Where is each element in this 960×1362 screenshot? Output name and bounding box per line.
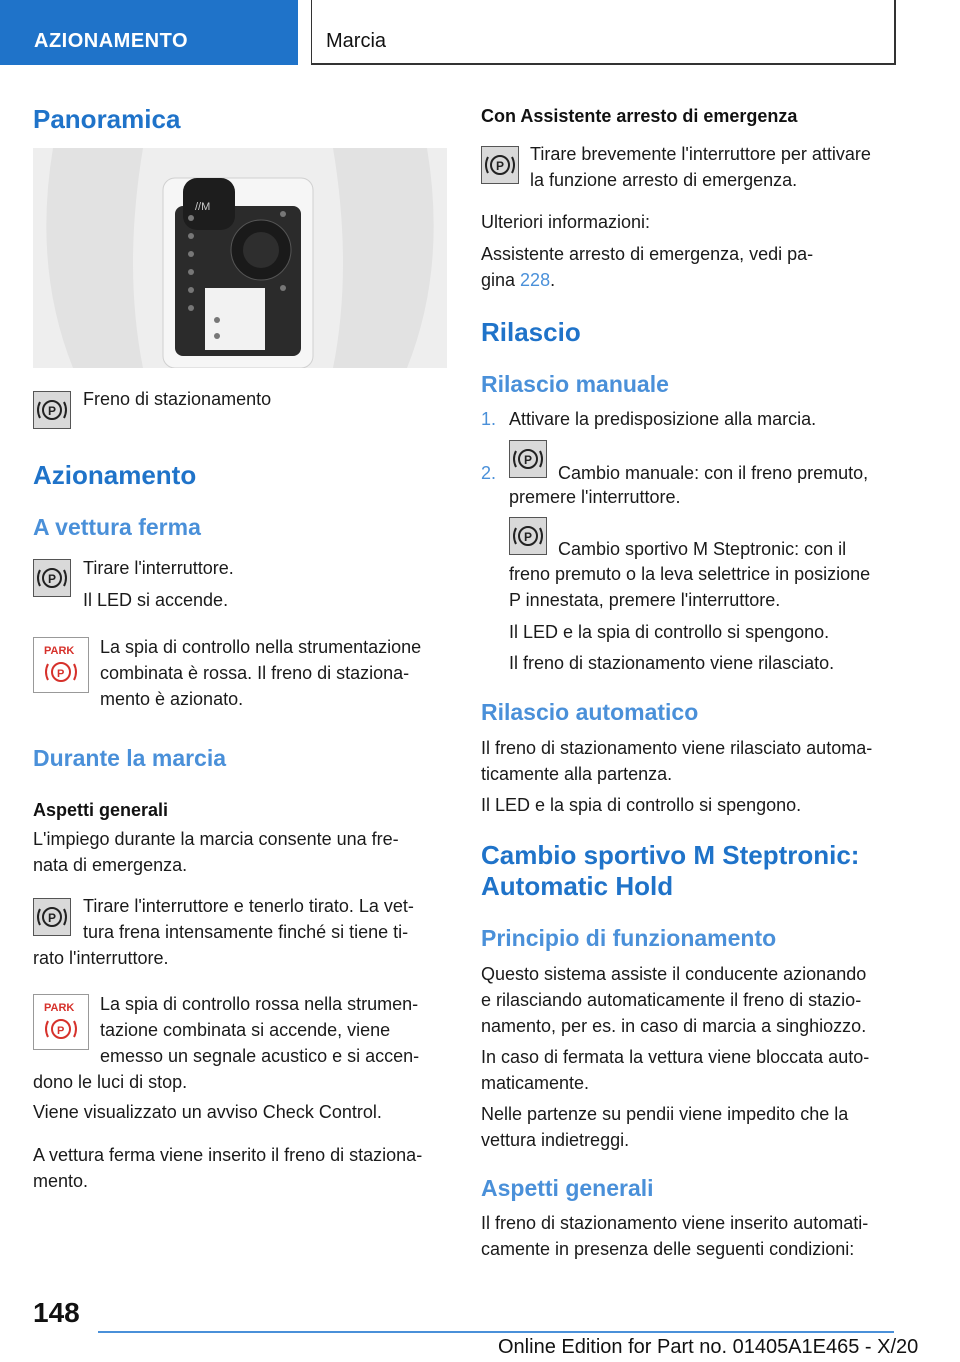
emergency-heading: Con Assistente arresto di emergenza <box>481 106 798 126</box>
hold-text-line-3: rato l'interruttore. <box>33 948 169 968</box>
section-tab <box>0 0 298 65</box>
park-text-2-line-2: tazione combinata si accende, viene <box>100 1020 391 1040</box>
title-release: Rilascio <box>481 317 581 347</box>
parking-brake-switch-icon <box>33 559 71 597</box>
svg-text:P: P <box>57 668 65 680</box>
svg-text:P: P <box>524 453 533 467</box>
emergency-text-line-1: Tirare brevemente l'interruttore per attivare <box>530 144 871 164</box>
subtitle-driving: Durante la marcia <box>33 745 227 771</box>
footer-rule <box>98 1331 894 1333</box>
stop-text-line-2: maticamente. <box>481 1073 590 1093</box>
step-1-text: Attivare la predisposizione alla marcia. <box>509 409 817 429</box>
step-2-text-line-1: Cambio manuale: con il freno premuto, <box>558 463 869 483</box>
principle-text-line-1: Questo sistema assiste il conducente azionando <box>481 964 867 984</box>
step-2-released: Il freno di stazionamento viene rilasciato. <box>509 653 835 673</box>
principle-text-line-2: e rilasciando automaticamente il freno di stazio- <box>481 990 862 1010</box>
park-warning-lamp-icon <box>33 994 89 1050</box>
center-console-photo <box>33 148 447 368</box>
step-2-sport-line-1: Cambio sportivo M Steptronic: con il <box>558 539 847 559</box>
standstill-line-1: Tirare l'interruttore. <box>83 558 234 578</box>
principle-text-line-3: namento, per es. in caso di marcia a singhiozzo. <box>481 1016 867 1036</box>
standstill-auto-line-2: mento. <box>33 1171 89 1191</box>
svg-text:P: P <box>496 159 505 173</box>
general-aspects-heading: Aspetti generali <box>33 800 169 820</box>
title-automatic-hold-line-2: Automatic Hold <box>481 871 674 901</box>
subtitle-principle: Principio di funzionamento <box>481 925 777 951</box>
title-overview: Panoramica <box>33 104 181 134</box>
step-1-number: 1. <box>481 409 497 429</box>
assist-ref-prefix: gina <box>481 270 521 290</box>
park-warning-lamp-icon <box>33 637 89 693</box>
check-control-text: Viene visualizzato un avviso Check Control. <box>33 1102 382 1122</box>
step-2-sport-line-2: freno premuto o la leva selettrice in posizione <box>509 564 871 584</box>
page-228-link[interactable]: 228 <box>520 270 551 290</box>
assist-ref-line-2 <box>481 267 555 293</box>
more-info-text: Ulteriori informazioni: <box>481 212 651 232</box>
edition-text: Online Edition for Part no. 01405A1E465 - X/20 <box>498 1336 919 1358</box>
general-text-line-2: camente in presenza delle seguenti condizioni: <box>481 1239 855 1259</box>
auto-text-line-1: Il freno di stazionamento viene rilasciato automa- <box>481 738 873 758</box>
hill-text-line-1: Nelle partenze su pendii viene impedito che la <box>481 1104 849 1124</box>
step-2-led: Il LED e la spia di controllo si spengono. <box>509 622 830 642</box>
park-text-2-line-4: dono le luci di stop. <box>33 1072 188 1092</box>
hold-text-line-1: Tirare l'interruttore e tenerlo tirato. La vet- <box>83 896 414 916</box>
title-automatic-hold-line-1: Cambio sportivo M Steptronic: <box>481 840 860 870</box>
emergency-text-line-2: la funzione arresto di emergenza. <box>530 170 798 190</box>
hold-text-line-2: tura frena intensamente finché si tiene ti- <box>83 922 409 942</box>
auto-led-text: Il LED e la spia di controllo si spengono. <box>481 795 802 815</box>
hill-text-line-2: vettura indietreggi. <box>481 1130 630 1150</box>
svg-text://M: //M <box>195 201 211 213</box>
park-text-2-line-3: emesso un segnale acustico e si accen- <box>100 1046 420 1066</box>
park-text-1-line-2: combinata è rossa. Il freno di staziona- <box>100 663 410 683</box>
parking-brake-switch-icon <box>33 898 71 936</box>
step-2-number: 2. <box>481 463 497 483</box>
section-title: AZIONAMENTO <box>34 30 189 52</box>
caption-brake: Freno di stazionamento <box>83 389 272 409</box>
general-text-line-1: Il freno di stazionamento viene inserito automati- <box>481 1213 869 1233</box>
parking-brake-switch-icon <box>509 517 547 555</box>
step-2-text-line-2: premere l'interruttore. <box>509 487 681 507</box>
svg-text:PARK: PARK <box>44 1002 75 1014</box>
parking-brake-switch-icon <box>509 440 547 478</box>
page-number: 148 <box>33 1297 80 1328</box>
standstill-auto-line-1: A vettura ferma viene inserito il freno di staziona- <box>33 1145 423 1165</box>
park-text-1-line-1: La spia di controllo nella strumentazione <box>100 637 422 657</box>
chapter-tab <box>311 0 896 65</box>
title-operation: Azionamento <box>33 460 197 490</box>
svg-text:P: P <box>48 911 57 925</box>
assist-ref-line-1: Assistente arresto di emergenza, vedi pa- <box>481 244 814 264</box>
driving-text-line-1: L'impiego durante la marcia consente una fre- <box>33 829 399 849</box>
chapter-title: Marcia <box>326 30 387 52</box>
driving-text-line-2: nata di emergenza. <box>33 855 188 875</box>
svg-text:P: P <box>48 572 57 586</box>
assist-ref-suffix: . <box>550 270 556 290</box>
park-text-2-line-1: La spia di controllo rossa nella strumen- <box>100 994 419 1014</box>
subtitle-standstill: A vettura ferma <box>33 514 201 540</box>
svg-text:P: P <box>57 1025 65 1037</box>
stop-text-line-1: In caso di fermata la vettura viene bloccata auto- <box>481 1047 870 1067</box>
svg-text:PARK: PARK <box>44 645 75 657</box>
subtitle-manual-release: Rilascio manuale <box>481 371 669 397</box>
subtitle-general: Aspetti generali <box>481 1175 654 1201</box>
parking-brake-switch-icon <box>481 146 519 184</box>
park-text-1-line-3: mento è azionato. <box>100 689 244 709</box>
svg-text:P: P <box>524 530 533 544</box>
standstill-line-2: Il LED si accende. <box>83 590 229 610</box>
subtitle-auto-release: Rilascio automatico <box>481 699 699 725</box>
parking-brake-switch-icon <box>33 391 71 429</box>
svg-text:P: P <box>48 404 57 418</box>
step-2-sport-line-3: P innestata, premere l'interruttore. <box>509 590 781 610</box>
auto-text-line-2: ticamente alla partenza. <box>481 764 673 784</box>
